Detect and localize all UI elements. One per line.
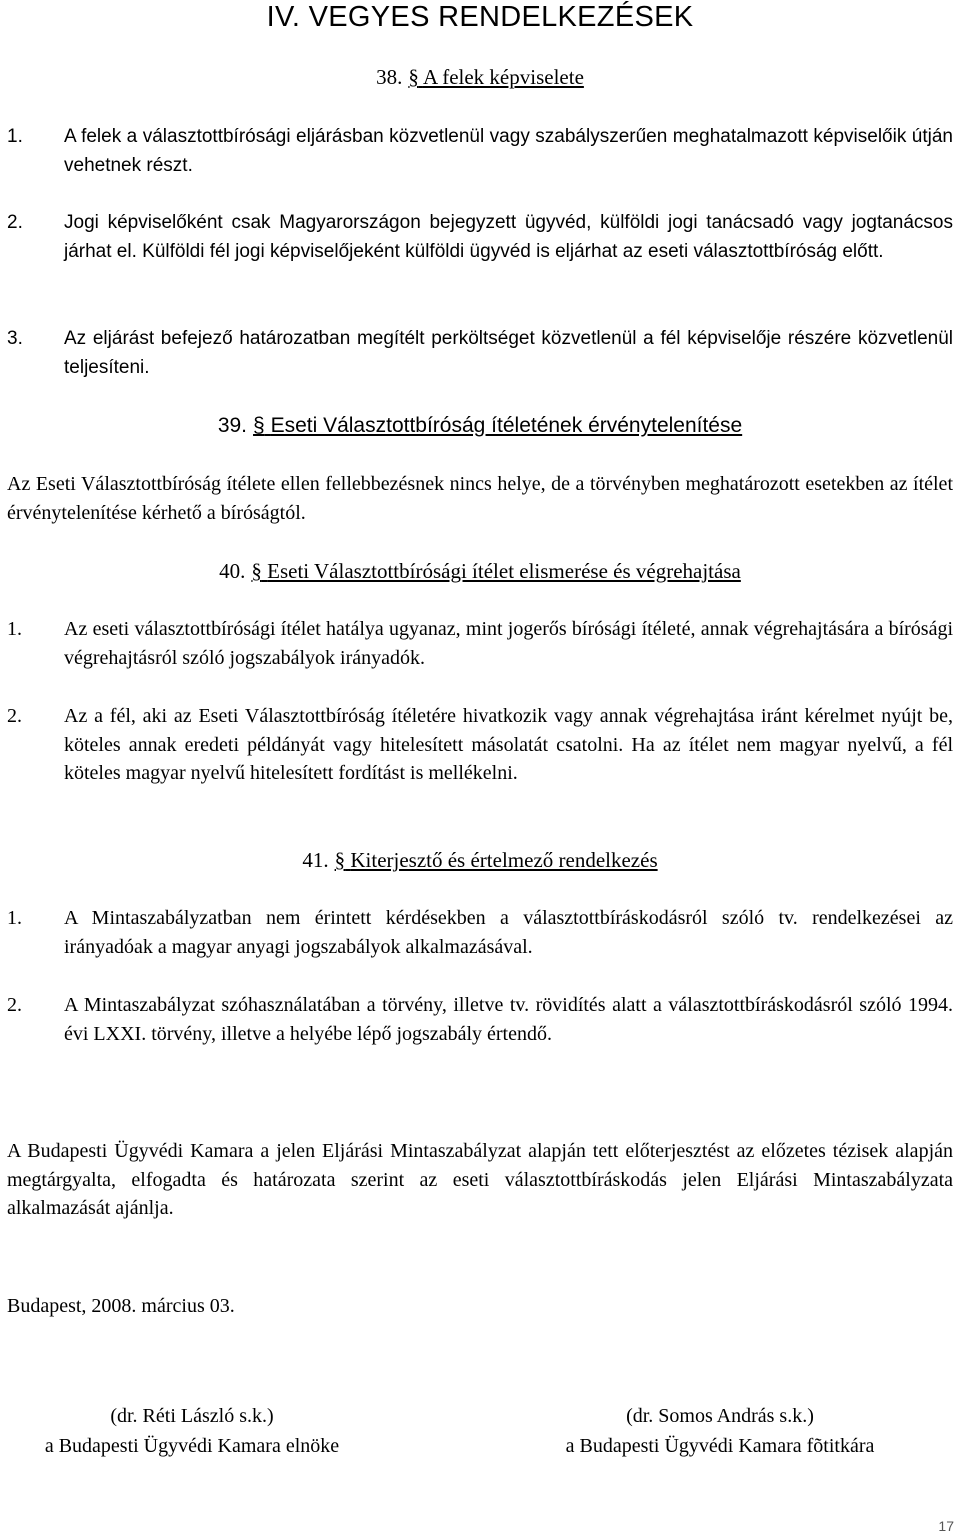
paragraph-text: A Mintaszabályzat szóhasználatában a törvény, illetve tv. rövidítés alatt a választottbíráskodásról szóló 1994. évi LXXI. törvény, illetve a helyébe lépő jogszabály értendő. [64,994,953,1045]
section-heading-41 [0,846,960,874]
section-title: A felek képviselete [422,65,584,89]
paragraph-number: 1. [7,618,22,640]
paragraph-38-3 [7,325,953,382]
paragraph-number: 1. [7,126,23,147]
paragraph-text: Az eseti választottbírósági ítélet hatálya ugyanaz, mint jogerős bírósági ítéleté, annak végrehajtására a bírósági végrehajtásról szóló jogszabályok irányadók. [64,618,953,669]
paragraph-40-1 [7,615,953,672]
section-heading-38 [0,63,960,91]
signatory-role: a Budapesti Ügyvédi Kamara fõtitkára [565,1435,875,1457]
chapter-title: IV. VEGYES RENDELKEZÉSEK [266,1,694,33]
closing-text: A Budapesti Ügyvédi Kamara a jelen Eljárási Mintaszabályzat alapján tett előterjesztést az előzetes tézisek alapján megtárgyalta, elfogadta és határozata szerint az eseti választottbíráskodás jelen Eljárási Mintaszabályzata alkalmazását ajánlja. [7,1140,953,1219]
paragraph-39 [7,470,953,527]
paragraph-text: Az eljárást befejező határozatban megítélt perköltséget közvetlenül a fél képviselője részére közvetlenül teljesíteni. [64,328,953,378]
signatory-name: (dr. Réti László s.k.) [110,1405,274,1427]
section-sign-icon: § [334,848,346,872]
paragraph-text: A Mintaszabályzatban nem érintett kérdésekben a választottbíráskodásról szóló tv. rendelkezései az irányadóak a magyar anyagi jogszabályok alkalmazásával. [64,907,953,958]
section-heading-40 [0,557,960,585]
paragraph-number: 3. [7,328,23,349]
paragraph-41-1 [7,904,953,961]
section-heading-39 [0,412,960,440]
section-title: Kiterjesztő és értelmező rendelkezés [350,848,658,872]
paragraph-text: A felek a választottbírósági eljárásban közvetlenül vagy szabályszerűen meghatalmazott képviselőik útján vehetnek részt. [64,126,953,176]
section-title: Eseti Választottbírósági ítélet elismerése és végrehajtása [267,559,741,583]
section-sign-icon: § [253,414,265,437]
section-title: Eseti Választottbíróság ítéletének érvénytelenítése [270,414,743,437]
paragraph-41-2 [7,991,953,1048]
paragraph-38-2 [7,209,953,266]
closing-statement [7,1137,953,1223]
place-date-text: Budapest, 2008. március 03. [7,1295,235,1317]
paragraph-38-1 [7,123,953,180]
paragraph-number: 2. [7,705,22,727]
paragraph-text: Az Eseti Választottbíróság ítélete ellen fellebbezésnek nincs helye, de a törvényben meghatározott esetekben az ítélet érvénytelenítése kérhető a bíróságtól. [7,473,953,524]
paragraph-text: Jogi képviselőként csak Magyarországon bejegyzett ügyvéd, külföldi jogi tanácsadó vagy jogtanácsos járhat el. Külföldi fél jogi képviselőjeként külföldi ügyvéd is eljárhat az eseti választottbíróság előtt. [64,212,953,262]
section-number: 38. [376,65,403,89]
section-number: 40. [219,559,246,583]
signatory-name: (dr. Somos András s.k.) [626,1405,814,1427]
section-number: 39. [217,414,248,437]
signature-left [7,1401,377,1461]
section-sign-icon: § [251,559,262,583]
section-number: 41. [302,848,329,872]
paragraph-number: 2. [7,994,22,1016]
paragraph-40-2 [7,702,953,788]
paragraph-number: 2. [7,212,23,233]
paragraph-number: 1. [7,907,22,929]
paragraph-text: Az a fél, aki az Eseti Választottbíróság ítéletére hivatkozik vagy annak végrehajtása iránt kérelmet nyújt be, köteles annak eredeti példányát vagy hitelesített másolatát csatolni. Ha az ítélet nem magyar nyelvű, a fél köteles magyar nyelvű hitelesített fordítást is mellékelni. [64,705,953,784]
signature-right [520,1401,920,1461]
signatory-role: a Budapesti Ügyvédi Kamara elnöke [44,1435,340,1457]
page-number: 17 [938,1518,954,1534]
place-date [7,1292,953,1321]
section-sign-icon: § [408,65,419,89]
